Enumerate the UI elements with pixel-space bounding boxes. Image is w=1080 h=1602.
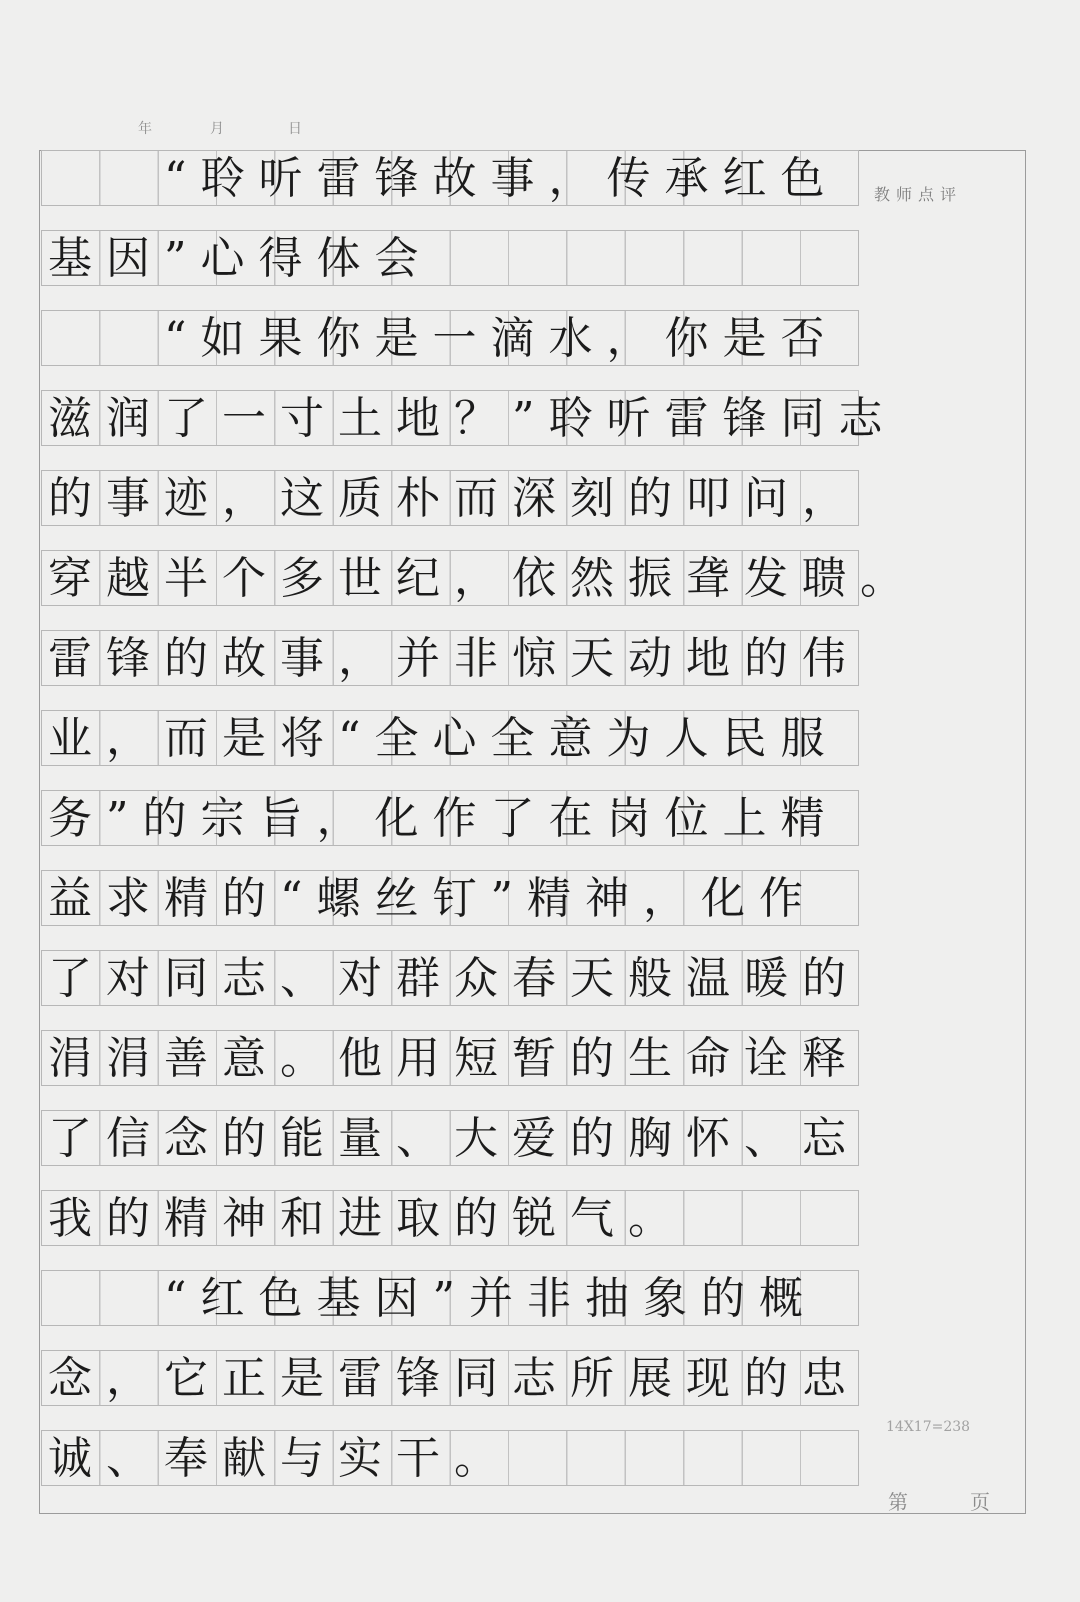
grid-row xyxy=(41,950,859,1006)
page-suffix: 页 xyxy=(970,1490,990,1514)
grid-row xyxy=(41,1190,859,1246)
grid-row xyxy=(41,870,859,926)
essay-line: 了信念的能量、大爱的胸怀、忘 xyxy=(48,1113,860,1164)
grid-row xyxy=(41,1350,859,1406)
grid-row xyxy=(41,470,859,526)
essay-line: 基因”心得体会 xyxy=(48,233,433,284)
essay-line: 涓涓善意。他用短暂的生命诠释 xyxy=(48,1033,860,1084)
grid-row xyxy=(41,630,859,686)
essay-line: 业，而是将“全心全意为人民服 xyxy=(48,713,839,764)
grid-row xyxy=(41,390,897,446)
grid-row xyxy=(41,710,859,766)
essay-line: 务”的宗旨，化作了在岗位上精 xyxy=(48,793,839,844)
grid-row xyxy=(41,1110,859,1166)
grid-row xyxy=(41,230,859,286)
grid-row xyxy=(41,310,859,366)
essay-line: 念，它正是雷锋同志所展现的忠 xyxy=(48,1353,860,1404)
grid-row xyxy=(41,790,859,846)
essay-line: “红色基因”并非抽象的概 xyxy=(48,1273,817,1324)
essay-line: 了对同志、对群众春天般温暖的 xyxy=(48,953,860,1004)
year-label: 年 xyxy=(138,121,152,137)
grid-row xyxy=(41,150,859,206)
essay-line: 我的精神和进取的锐气。 xyxy=(48,1193,686,1244)
essay-line: “聆听雷锋故事，传承红色 xyxy=(48,153,839,204)
essay-line: 的事迹，这质朴而深刻的叩问， xyxy=(48,473,860,524)
teacher-comment-label: 教师点评 xyxy=(874,185,963,204)
grid-row xyxy=(41,550,918,606)
essay-line: 益求精的“螺丝钉”精神，化作 xyxy=(48,873,817,924)
grid-capacity-note: 14X17=238 xyxy=(886,1419,971,1435)
page-prefix: 第 xyxy=(888,1490,908,1514)
grid-row xyxy=(41,1270,859,1326)
grid-row xyxy=(41,1030,859,1086)
grid-row xyxy=(41,1430,859,1486)
essay-line: 雷锋的故事，并非惊天动地的伟 xyxy=(48,633,860,684)
essay-line: 滋润了一寸土地？”聆听雷锋同志 xyxy=(48,393,897,444)
essay-line: “如果你是一滴水，你是否 xyxy=(48,313,839,364)
day-label: 日 xyxy=(288,121,302,137)
writing-grid xyxy=(41,150,918,1511)
essay-line: 穿越半个多世纪，依然振聋发聩。 xyxy=(48,553,918,604)
month-label: 月 xyxy=(210,121,224,137)
essay-line: 诚、奉献与实干。 xyxy=(48,1433,512,1484)
